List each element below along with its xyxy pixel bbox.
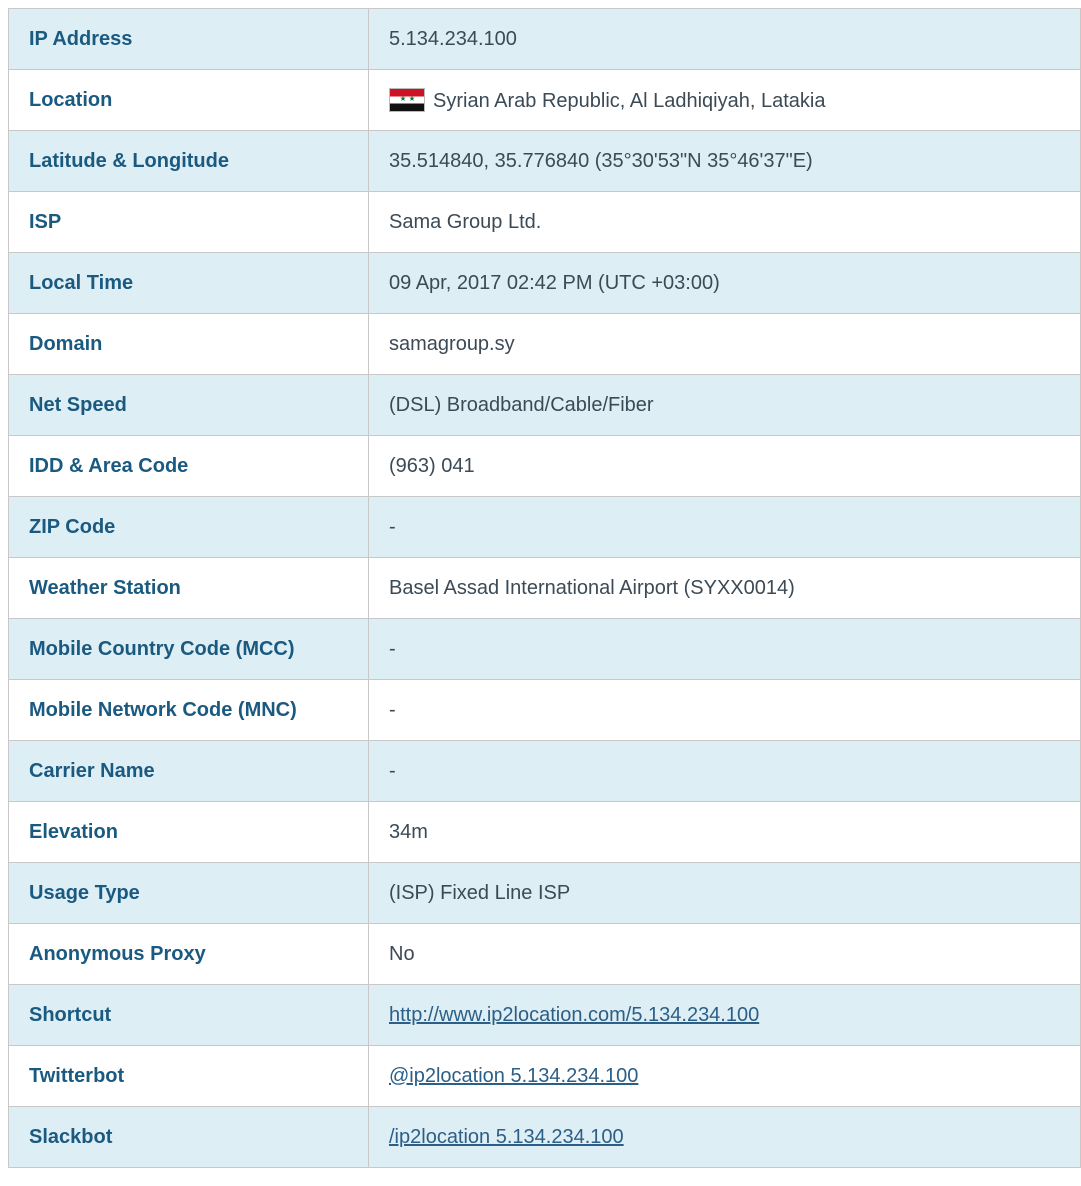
row-domain — [9, 314, 1081, 375]
row-shortcut — [9, 985, 1081, 1046]
row-value: 5.134.234.100 — [369, 9, 1081, 70]
row-mcc — [9, 619, 1081, 680]
row-value: samagroup.sy — [369, 314, 1081, 375]
row-value: - — [369, 741, 1081, 802]
row-value: 34m — [369, 802, 1081, 863]
row-value-cell — [369, 70, 1081, 131]
row-value: 09 Apr, 2017 02:42 PM (UTC +03:00) — [369, 253, 1081, 314]
row-label: Domain — [9, 314, 369, 375]
row-value: Basel Assad International Airport (SYXX0014) — [369, 558, 1081, 619]
row-carrier-name — [9, 741, 1081, 802]
row-label: Net Speed — [9, 375, 369, 436]
row-ip-address — [9, 9, 1081, 70]
row-label: Local Time — [9, 253, 369, 314]
row-weather-station — [9, 558, 1081, 619]
row-value: (963) 041 — [369, 436, 1081, 497]
row-value: - — [369, 619, 1081, 680]
row-label: IDD & Area Code — [9, 436, 369, 497]
row-isp — [9, 192, 1081, 253]
row-usage-type — [9, 863, 1081, 924]
row-label: Weather Station — [9, 558, 369, 619]
shortcut-link[interactable]: http://www.ip2location.com/5.134.234.100 — [389, 1003, 760, 1026]
row-mnc — [9, 680, 1081, 741]
row-value-cell — [369, 985, 1081, 1046]
twitterbot-link[interactable]: @ip2location 5.134.234.100 — [389, 1064, 639, 1087]
row-label: Usage Type — [9, 863, 369, 924]
row-label: Shortcut — [9, 985, 369, 1046]
syria-flag-icon — [389, 88, 425, 112]
row-label: Mobile Country Code (MCC) — [9, 619, 369, 680]
row-anonymous-proxy — [9, 924, 1081, 985]
row-location — [9, 70, 1081, 131]
row-slackbot — [9, 1107, 1081, 1168]
row-label: Slackbot — [9, 1107, 369, 1168]
row-label: Twitterbot — [9, 1046, 369, 1107]
row-latitude-longitude — [9, 131, 1081, 192]
row-twitterbot — [9, 1046, 1081, 1107]
row-value: - — [369, 680, 1081, 741]
row-value-cell — [369, 1107, 1081, 1168]
row-net-speed — [9, 375, 1081, 436]
row-label: Mobile Network Code (MNC) — [9, 680, 369, 741]
row-label: Anonymous Proxy — [9, 924, 369, 985]
row-zip-code — [9, 497, 1081, 558]
row-value: - — [369, 497, 1081, 558]
row-elevation — [9, 802, 1081, 863]
row-value: No — [369, 924, 1081, 985]
row-label: Carrier Name — [9, 741, 369, 802]
row-label: Latitude & Longitude — [9, 131, 369, 192]
row-local-time — [9, 253, 1081, 314]
ip-info-table — [8, 8, 1081, 1168]
row-value: (DSL) Broadband/Cable/Fiber — [369, 375, 1081, 436]
row-label: Elevation — [9, 802, 369, 863]
slackbot-link[interactable]: /ip2location 5.134.234.100 — [389, 1125, 624, 1148]
row-value: (ISP) Fixed Line ISP — [369, 863, 1081, 924]
row-value: Syrian Arab Republic, Al Ladhiqiyah, Latakia — [433, 89, 826, 112]
row-label: IP Address — [9, 9, 369, 70]
row-label: Location — [9, 70, 369, 131]
row-value: Sama Group Ltd. — [369, 192, 1081, 253]
row-value-cell — [369, 1046, 1081, 1107]
row-label: ZIP Code — [9, 497, 369, 558]
row-value: 35.514840, 35.776840 (35°30'53"N 35°46'37"E) — [369, 131, 1081, 192]
row-idd-area-code — [9, 436, 1081, 497]
row-label: ISP — [9, 192, 369, 253]
